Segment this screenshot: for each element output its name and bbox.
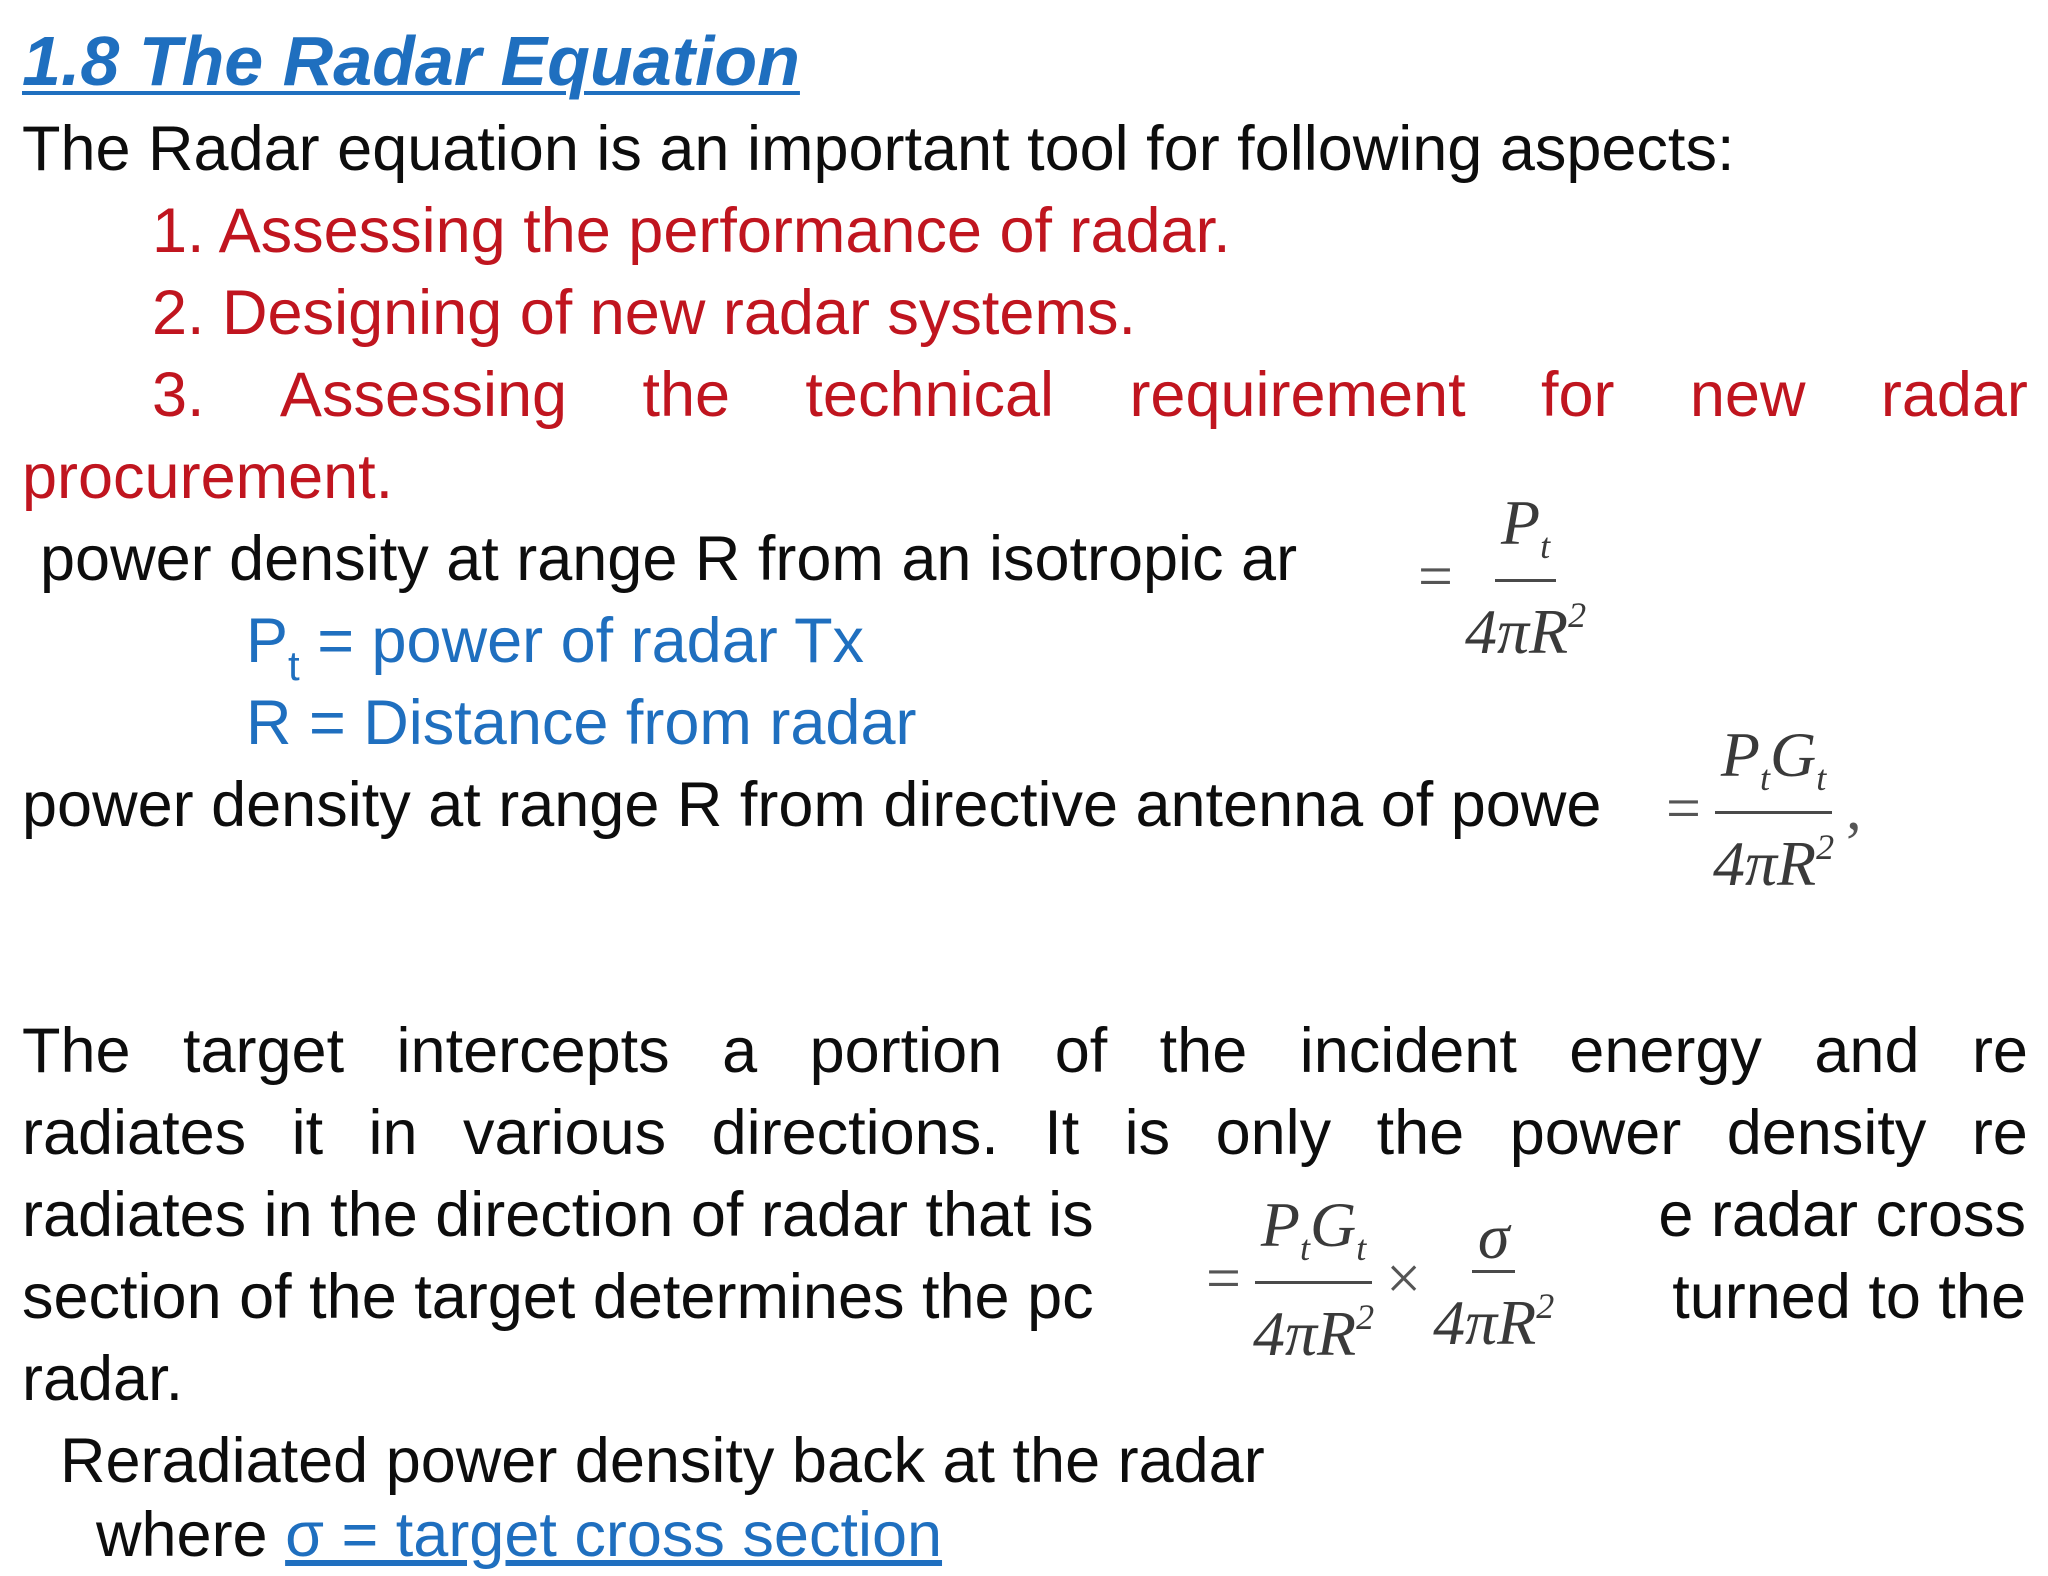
word: it xyxy=(291,1098,324,1168)
word: and xyxy=(1814,1016,1920,1086)
equals-sign: = xyxy=(1666,775,1701,843)
word: target xyxy=(183,1016,345,1086)
symbol: G xyxy=(1309,1189,1357,1260)
symbol: 4πR xyxy=(1712,828,1817,899)
superscript: 2 xyxy=(1568,595,1587,635)
reradiated-density-formula xyxy=(1196,1190,1564,1369)
word: is xyxy=(1124,1098,1171,1168)
density-isotropic-text: power density at range R from an isotropic ar xyxy=(40,524,1298,594)
directive-density-formula xyxy=(1660,719,1868,899)
sigma-definition-link[interactable]: σ = target cross section xyxy=(285,1500,943,1570)
word: incident xyxy=(1299,1016,1517,1086)
numerator xyxy=(1255,1189,1372,1284)
definition-text: = power of radar Tx xyxy=(299,606,865,676)
symbol: P xyxy=(1720,719,1760,790)
where-definition xyxy=(96,1494,2028,1576)
aspect-item-2: 2. Designing of new radar systems. xyxy=(152,278,1136,348)
word: new xyxy=(1689,360,1806,430)
sigma-symbol: σ xyxy=(1477,1200,1510,1272)
intro-text: The Radar equation is an important tool for following aspects: xyxy=(22,114,1735,184)
word: The xyxy=(22,1016,131,1086)
word: Assessing xyxy=(279,360,568,430)
times-sign: × xyxy=(1386,1245,1422,1313)
equals-sign: = xyxy=(1206,1245,1241,1313)
symbol: G xyxy=(1769,719,1817,790)
page-title: 1.8 The Radar Equation xyxy=(22,22,800,100)
paragraph-line-4-right: turned to the xyxy=(1672,1262,2026,1332)
numerator xyxy=(1472,1200,1516,1273)
aspect-item-3 xyxy=(152,354,2028,436)
symbol: P xyxy=(1500,487,1541,558)
symbol: 4πR xyxy=(1252,1298,1357,1369)
word: radiates xyxy=(22,1098,247,1168)
paragraph-line-1 xyxy=(22,1010,2028,1092)
word: the xyxy=(642,360,731,430)
word: requirement xyxy=(1129,360,1466,430)
density-directive-text: power density at range R from directive antenna of powe xyxy=(22,770,1602,840)
trailing-comma: , xyxy=(1846,775,1862,843)
numerator xyxy=(1715,719,1832,814)
word: energy xyxy=(1569,1016,1762,1086)
symbol: 4πR xyxy=(1464,596,1569,667)
symbol: P xyxy=(1260,1189,1300,1260)
word: the xyxy=(1159,1016,1248,1086)
word: technical xyxy=(805,360,1055,430)
paragraph-line-3-left: radiates in the direction of radar that is xyxy=(22,1180,1094,1250)
word: power xyxy=(1509,1098,1682,1168)
word: for xyxy=(1540,360,1615,430)
paragraph-line-4-left: section of the target determines the pc xyxy=(22,1262,1094,1332)
word: density xyxy=(1726,1098,1927,1168)
word: portion xyxy=(809,1016,1003,1086)
superscript: 2 xyxy=(1536,1285,1555,1326)
denominator xyxy=(1247,1284,1380,1367)
word: intercepts xyxy=(396,1016,670,1086)
word: radar xyxy=(1880,360,2028,430)
word: a xyxy=(722,1016,758,1086)
superscript: 2 xyxy=(1816,827,1835,867)
word: only xyxy=(1215,1098,1332,1168)
subscript: t xyxy=(1540,526,1551,566)
fraction xyxy=(1707,719,1840,899)
word: re xyxy=(1971,1016,2028,1086)
symbol: P xyxy=(246,606,289,676)
denominator xyxy=(1427,1273,1560,1356)
word: It xyxy=(1044,1098,1080,1168)
word: the xyxy=(1376,1098,1465,1168)
aspect-item-3-continued: procurement. xyxy=(22,442,394,512)
fraction xyxy=(1247,1189,1380,1369)
word: 3. xyxy=(152,360,205,430)
aspect-item-1: 1. Assessing the performance of radar. xyxy=(152,196,1231,266)
word: directions. xyxy=(711,1098,999,1168)
reradiated-heading: Reradiated power density back at the radar xyxy=(60,1426,1265,1496)
fraction xyxy=(1427,1200,1560,1358)
denominator xyxy=(1707,814,1840,897)
equals-sign: = xyxy=(1418,543,1453,611)
subscript: t xyxy=(1299,1228,1310,1268)
definition-r: R = Distance from radar xyxy=(246,688,917,758)
paragraph-line-2 xyxy=(22,1092,2028,1174)
where-prefix: where xyxy=(96,1500,268,1570)
word: of xyxy=(1054,1016,1108,1086)
superscript: 2 xyxy=(1356,1297,1375,1337)
word: re xyxy=(1971,1098,2028,1168)
symbol: 4πR xyxy=(1433,1286,1537,1358)
paragraph-line-3-right: e radar cross xyxy=(1658,1180,2026,1250)
word: various xyxy=(463,1098,667,1168)
word: in xyxy=(368,1098,418,1168)
subscript: t xyxy=(1759,758,1770,798)
subscript: t xyxy=(288,642,300,689)
paragraph-line-5: radar. xyxy=(22,1344,184,1414)
subscript: t xyxy=(1356,1228,1367,1268)
numerator xyxy=(1495,487,1556,582)
subscript: t xyxy=(1816,758,1827,798)
